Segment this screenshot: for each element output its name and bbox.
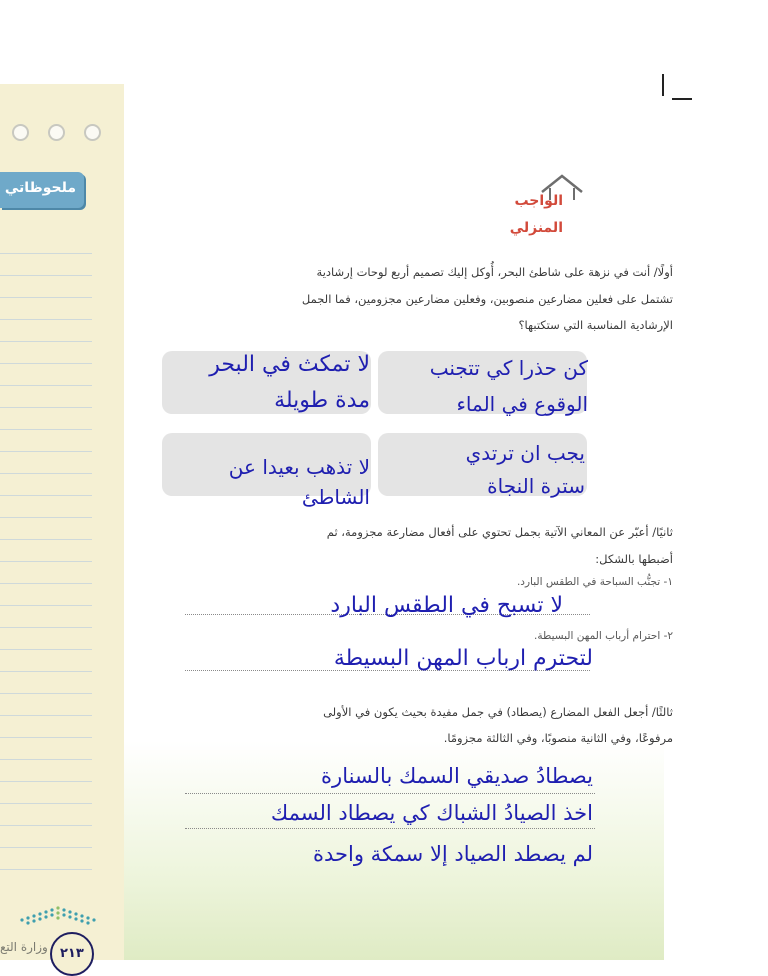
question-2-item-2: ٢- احترام أرباب المهن البسيطة. bbox=[534, 630, 673, 642]
binder-hole bbox=[84, 124, 101, 141]
question-3-answer-1: يصطادُ صديقي السمك بالسنارة bbox=[321, 764, 593, 788]
notes-ruled-lines bbox=[0, 232, 92, 872]
answer-line bbox=[185, 828, 595, 829]
question-1-line-1: أولًا/ أنت في نزهة على شاطئ البحر، أُوكل إليك تصميم أربع لوحات إرشادية bbox=[316, 265, 673, 279]
question-3-line-1: ثالثًا/ أجعل الفعل المضارع (يصطاد) في جمل مفيدة بحيث يكون في الأولى bbox=[323, 705, 673, 719]
sign-4-line-2: الشاطئ bbox=[301, 485, 370, 509]
sign-4-line-1: لا تذهب بعيدا عن bbox=[228, 455, 370, 479]
question-1-line-2: تشتمل على فعلين مضارعين منصوبين، وفعلين مضارعين مجزومين، فما الجمل bbox=[301, 292, 673, 306]
ministry-logo-icon bbox=[14, 902, 102, 928]
binder-hole bbox=[48, 124, 65, 141]
sign-1-line-1: كن حذرا كي تتجنب bbox=[429, 356, 588, 380]
page-number-badge bbox=[50, 932, 94, 976]
question-2-answer-1: لا تسبح في الطقس البارد bbox=[330, 593, 563, 618]
sign-2-line-2: مدة طويلة bbox=[274, 388, 370, 413]
answer-line bbox=[185, 793, 595, 794]
question-2-line-2: أضبطها بالشكل: bbox=[595, 552, 673, 566]
ministry-label: وزارة التع bbox=[0, 940, 48, 954]
top-margin bbox=[0, 0, 768, 84]
sign-2-line-1: لا تمكث في البحر bbox=[209, 352, 370, 377]
binder-hole bbox=[12, 124, 29, 141]
sign-1-line-2: الوقوع في الماء bbox=[456, 392, 588, 416]
page-number: ٢١٣ bbox=[60, 946, 84, 961]
question-3-line-2: مرفوعًا، وفي الثانية منصوبًا، وفي الثالثة مجزومًا. bbox=[443, 731, 673, 745]
question-2-answer-2: لتحترم ارباب المهن البسيطة bbox=[333, 646, 593, 671]
question-3-answer-2: اخذ الصيادُ الشباك كي يصطاد السمك bbox=[270, 801, 593, 825]
question-2-line-1: ثانيًا/ أعبّر عن المعاني الآتية بجمل تحتوي على أفعال مضارعة مجزومة، ثم bbox=[326, 525, 673, 539]
question-1-line-3: الإرشادية المناسبة التي ستكتبها؟ bbox=[518, 318, 673, 332]
homework-title: الواجب bbox=[514, 193, 563, 209]
sign-3-line-2: سترة النجاة bbox=[487, 474, 585, 498]
question-3-answer-3: لم يصطد الصياد إلا سمكة واحدة bbox=[313, 842, 593, 866]
notes-label: ملحوظاتي bbox=[4, 180, 76, 196]
crop-mark bbox=[672, 98, 692, 100]
notes-tab bbox=[0, 172, 84, 208]
question-2-item-1: ١- تجنُّب السباحة في الطقس البارد. bbox=[516, 576, 673, 588]
homework-subtitle: المنزلي bbox=[509, 220, 563, 236]
crop-mark bbox=[662, 74, 664, 96]
sign-3-line-1: يجب ان ترتدي bbox=[465, 441, 585, 465]
